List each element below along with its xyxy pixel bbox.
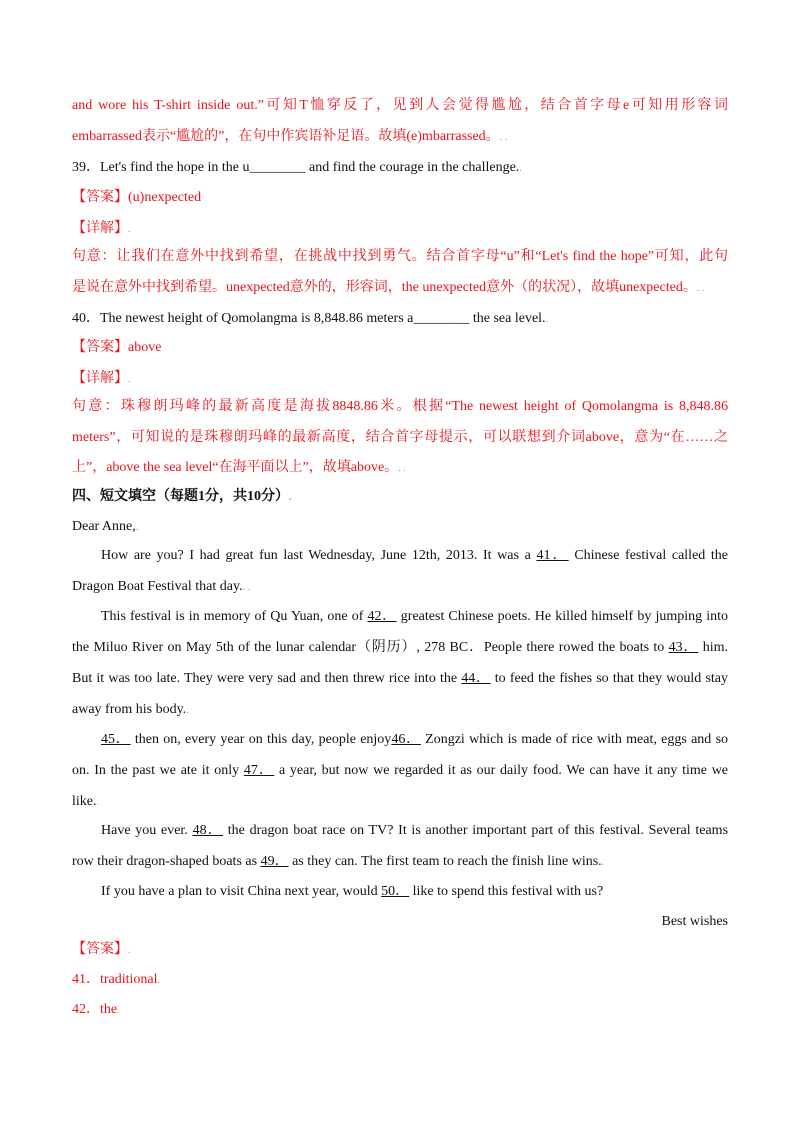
letter-greeting: Dear Anne,. — [72, 519, 139, 534]
explain-39-line-1: 句意：让我们在意外中找到希望，在挑战中找到勇气。结合首字母“u”和“Let's find the hope”可知，此句 — [72, 249, 728, 264]
blank-48: 48． — [192, 823, 224, 838]
paragraph-3-line-1: 45． then on, every year on this day, people enjoy46． Zongzi which is made of rice with meat, eggs and so — [101, 732, 729, 747]
paragraph-1-line-1: How are you? I had great fun last Wednesday, June 12th, 2013. It was a 41． Chinese festival called the — [101, 548, 729, 563]
paragraph-1-line-2: Dragon Boat Festival that day.. . — [72, 579, 251, 594]
blank-43: 43． — [668, 640, 699, 655]
blank-50: 50． — [381, 884, 410, 899]
explain-40-line-1: 句意：珠穆朗玛峰的最新高度是海拔8848.86米。根据“The newest height of Qomolangma is 8,848.86 — [72, 399, 728, 414]
blank-44: 44． — [461, 671, 491, 686]
blank-41: 41． — [536, 548, 569, 563]
section-heading: 四、短文填空（每题1分，共10分）. — [72, 489, 292, 504]
letter-closing: Best wishes — [661, 914, 728, 929]
paragraph-3-line-2: on. In the past we ate it only 47． a year, but now we regarded it as our daily food. We can have it any time we — [72, 763, 729, 778]
blank-45: 45． — [101, 732, 131, 747]
paragraph-5: If you have a plan to visit China next year, would 50． like to spend this festival with us? — [101, 884, 604, 899]
answer-40: 【答案】above — [72, 340, 162, 355]
paragraph-2-line-2: the Miluo River on May 5th of the lunar calendar（阴历）, 278 BC．People there rowed the boats to 43． him. — [72, 640, 729, 655]
answer-39: 【答案】(u)nexpected — [72, 190, 202, 205]
intro-line-2: embarrassed表示“尴尬的”，在句中作宾语补足语。故填(e)mbarrassed。. . — [72, 129, 508, 144]
detail-label-40: 【详解】. — [72, 371, 131, 386]
detail-label-39: 【详解】. — [72, 221, 131, 236]
paragraph-4-line-2: row their dragon-shaped boats as 49． as they can. The first team to reach the finish line wins.. — [72, 854, 605, 869]
blank-47: 47． — [243, 763, 275, 778]
paragraph-2-line-1: This festival is in memory of Qu Yuan, one of 42． greatest Chinese poets. He killed himself by jumping into — [101, 609, 728, 624]
explain-39-line-2: 是说在意外中找到希望。unexpected意外的，形容词，the unexpected意外（的状况），故填unexpected。. . — [72, 280, 705, 295]
explain-40-line-2: meters”，可知说的是珠穆朗玛峰的最新高度，结合首字母提示，可以联想到介词above，意为“在……之 — [72, 430, 728, 445]
blank-42: 42． — [367, 609, 397, 624]
intro-line-1: and wore his T-shirt inside out.”可知T恤穿反了，见到人会觉得尴尬，结合首字母e可知用形容词 — [72, 98, 728, 113]
paragraph-2-line-3: But it was too late. They were very sad and then threw rice into the 44． to feed the fishes so that they would stay — [72, 671, 728, 686]
question-40: 40．The newest height of Qomolangma is 8,848.86 meters a________ the sea level.. — [72, 311, 549, 326]
answer-label: 【答案】. — [72, 942, 131, 957]
blank-49: 49． — [260, 854, 289, 869]
question-39: 39．Let's find the hope in the u________ and find the courage in the challenge.. — [72, 160, 522, 175]
answer-42: 42．the. — [72, 1002, 120, 1017]
paragraph-2-line-4: away from his body.. — [72, 702, 189, 717]
blank-46: 46． — [391, 732, 421, 747]
explain-40-line-3: 上”，above the sea level“在海平面以上”，故填above。. . — [72, 460, 406, 475]
answer-41: 41．traditional. — [72, 972, 161, 987]
paragraph-3-line-3: like.. — [72, 794, 99, 809]
paragraph-4-line-1: Have you ever. 48． the dragon boat race on TV? It is another important part of this festival. Several teams — [101, 823, 729, 838]
